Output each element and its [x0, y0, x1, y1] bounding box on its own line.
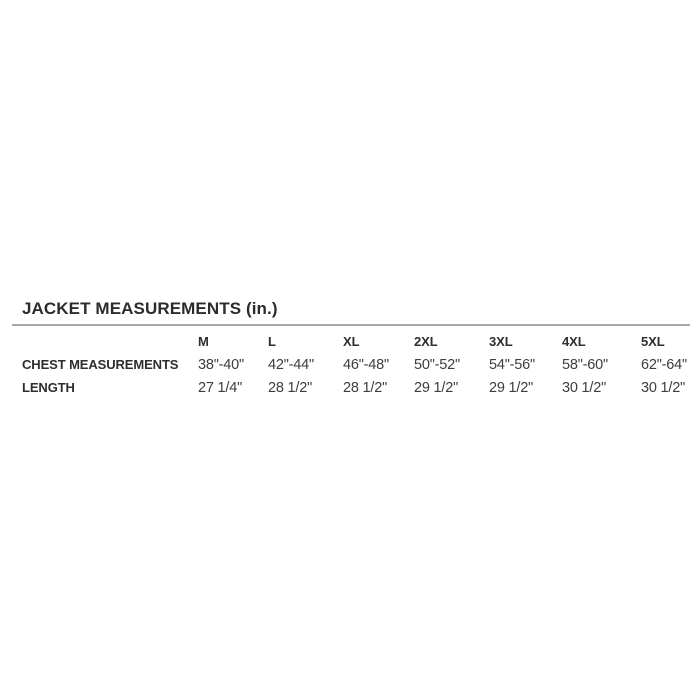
measurements-table — [12, 326, 690, 399]
column-header-xl: XL — [343, 334, 360, 349]
length-value-2xl: 29 1/2" — [414, 379, 459, 396]
jacket-measurements-section — [12, 299, 690, 399]
chest-value-2xl: 50"-52" — [414, 356, 460, 373]
column-header-m: M — [198, 334, 209, 349]
column-header-l: L — [268, 334, 276, 349]
length-value-4xl: 30 1/2" — [562, 379, 607, 396]
column-header-2xl: 2XL — [414, 334, 438, 349]
length-value-5xl: 30 1/2" — [641, 379, 686, 396]
chest-value-m: 38"-40" — [198, 356, 244, 373]
length-value-xl: 28 1/2" — [343, 379, 388, 396]
length-value-m: 27 1/4" — [198, 379, 243, 396]
length-value-l: 28 1/2" — [268, 379, 313, 396]
chest-value-l: 42"-44" — [268, 356, 314, 373]
row-label-length: LENGTH — [22, 380, 75, 395]
chest-value-3xl: 54"-56" — [489, 356, 535, 373]
column-header-3xl: 3XL — [489, 334, 513, 349]
length-value-3xl: 29 1/2" — [489, 379, 534, 396]
section-title: JACKET MEASUREMENTS (in.) — [22, 299, 278, 318]
row-label-chest-measurements: CHEST MEASUREMENTS — [22, 357, 179, 372]
column-header-5xl: 5XL — [641, 334, 665, 349]
chest-value-xl: 46"-48" — [343, 356, 389, 373]
column-header-4xl: 4XL — [562, 334, 586, 349]
chest-value-5xl: 62"-64" — [641, 356, 687, 373]
chest-value-4xl: 58"-60" — [562, 356, 608, 373]
